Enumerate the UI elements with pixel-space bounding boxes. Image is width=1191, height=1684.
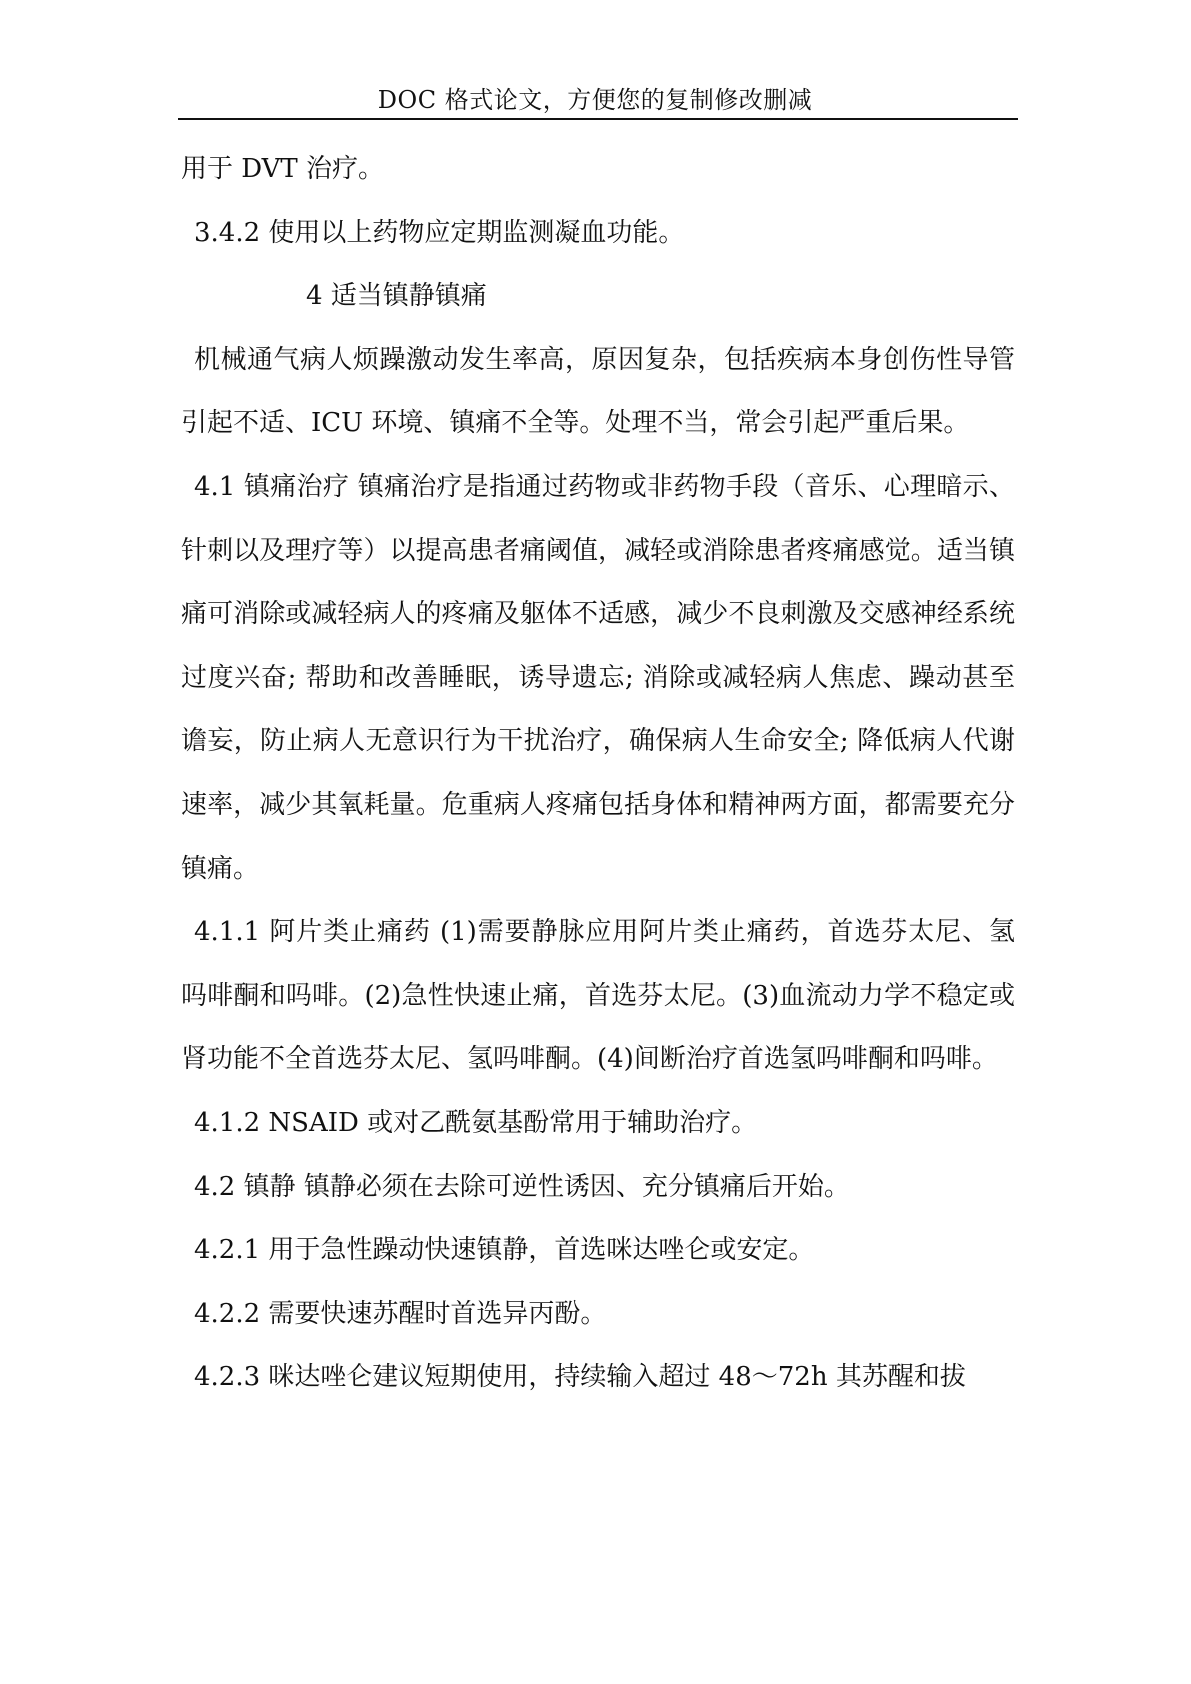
paragraph-4-2-3: 4.2.3 咪达唑仑建议短期使用，持续输入超过 48～72h 其苏醒和拔: [194, 1362, 966, 1393]
paragraph-dvt-continuation: 用于 DVT 治疗。: [181, 154, 385, 184]
paragraph-4-1-2-nsaid: 4.1.2 NSAID 或对乙酰氨基酚常用于辅助治疗。: [194, 1107, 758, 1138]
paragraph-4-2-1: 4.2.1 用于急性躁动快速镇静，首选咪达唑仑或安定。: [194, 1235, 815, 1266]
header-divider: [178, 118, 1018, 120]
page-header-title: DOC 格式论文，方便您的复制修改删减: [377, 86, 813, 114]
paragraph-4-1-1-opioids: 4.1.1 阿片类止痛药 (1)需要静脉应用阿片类止痛药，首选芬太尼、氢吗啡酮和吗啡。(2)急性快速止痛，首选芬太尼。(3)血流动力学不稳定或肾功能不全首选芬太尼、氢吗啡酮。(4)间断治疗首选氢吗啡酮和吗啡。: [181, 917, 1015, 1075]
paragraph-4-1-analgesia: 4.1 镇痛治疗 镇痛治疗是指通过药物或非药物手段（音乐、心理暗示、针刺以及理疗等）以提高患者痛阈值，减轻或消除患者疼痛感觉。适当镇痛可消除或减轻病人的疼痛及躯体不适感，减少不良刺激及交感神经系统过度兴奋; 帮助和改善睡眠，诱导遗忘; 消除或减轻病人焦虑、躁动甚至谵妄，防止病人无意识行为干扰治疗，确保病人生命安全; 降低病人代谢速率，减少其氧耗量。危重病人疼痛包括身体和精神两方面，都需要充分镇痛。: [181, 471, 1015, 884]
section-heading-4: 4 适当镇静镇痛: [306, 281, 487, 312]
paragraph-4-2-2: 4.2.2 需要快速苏醒时首选异丙酚。: [194, 1298, 607, 1329]
document-body: [181, 138, 1015, 1410]
paragraph-4-2-sedation: 4.2 镇静 镇静必须在去除可逆性诱因、充分镇痛后开始。: [194, 1171, 850, 1202]
paragraph-intro-agitation: 机械通气病人烦躁激动发生率高，原因复杂，包括疾病本身创伤性导管引起不适、ICU 环境、镇痛不全等。处理不当，常会引起严重后果。: [181, 344, 1015, 439]
paragraph-3-4-2: 3.4.2 使用以上药物应定期监测凝血功能。: [194, 217, 685, 248]
